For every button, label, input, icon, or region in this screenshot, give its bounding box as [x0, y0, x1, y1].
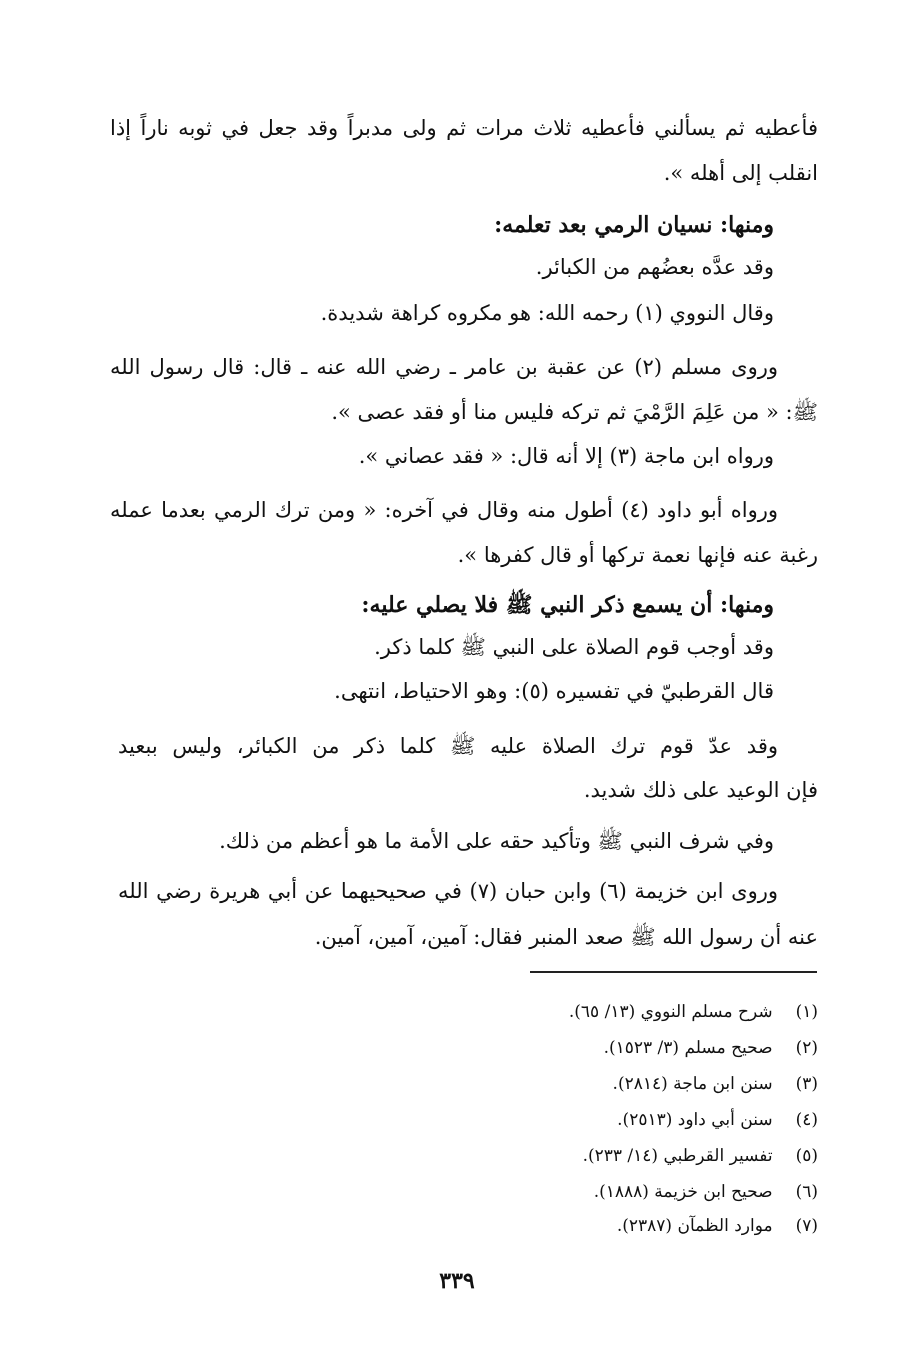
footnote-text: صحيح ابن خزيمة (١٨٨٨).: [593, 1182, 773, 1202]
body-line: ورواه ابن ماجة (٣) إلا أنه قال: « فقد عصاني ».: [358, 444, 774, 468]
footnote-text: شرح مسلم النووي (١٣/ ٦٥).: [568, 1002, 773, 1022]
page-number: ٣٣٩: [439, 1268, 475, 1294]
body-line: عنه أن رسول الله ﷺ صعد المنبر فقال: آمين، آمين، آمين.: [314, 925, 818, 949]
body-line: وروى ابن خزيمة (٦) وابن حبان (٧) في صحيحيهما عن أبي هريرة رضي الله: [118, 879, 779, 903]
footnote-number: (٦): [795, 1182, 818, 1202]
body-line: قال القرطبيّ في تفسيره (٥): وهو الاحتياط، انتهى.: [334, 679, 774, 703]
body-line: وروى مسلم (٢) عن عقبة بن عامر ـ رضي الله عنه ـ قال: قال رسول الله: [110, 355, 778, 379]
footnote: [617, 1214, 818, 1238]
footnote-text: سنن ابن ماجة (٢٨١٤).: [612, 1074, 773, 1094]
footnote-text: موارد الظمآن (٢٣٨٧).: [616, 1216, 773, 1236]
body-line: رغبة عنه فإنها نعمة تركها أو قال كفرها ».: [457, 543, 818, 567]
body-line: انقلب إلى أهله ».: [663, 161, 818, 185]
footnote-text: صحيح مسلم (٣/ ١٥٢٣).: [603, 1038, 773, 1058]
body-line: وقد أوجب قوم الصلاة على النبي ﷺ كلما ذكر.: [374, 635, 774, 659]
footnote-number: (٥): [795, 1146, 818, 1166]
body-line: وقد عدّ قوم ترك الصلاة عليه ﷺ كلما ذكر من الكبائر، وليس ببعيد: [118, 734, 778, 758]
footnote-number: (٤): [795, 1110, 818, 1130]
body-line: فإن الوعيد على ذلك شديد.: [583, 778, 818, 802]
body-line: ورواه أبو داود (٤) أطول منه وقال في آخره: « ومن ترك الرمي بعدما عمله: [110, 498, 779, 522]
footnote-number: (١): [795, 1002, 818, 1022]
section-heading: ومنها: أن يسمع ذكر النبي ﷺ فلا يصلي عليه:: [361, 592, 774, 618]
body-line: وقال النووي (١) رحمه الله: هو مكروه كراهة شديدة.: [320, 301, 774, 325]
footnote: [613, 1072, 818, 1096]
footnote-text: تفسير القرطبي (١٤/ ٢٣٣).: [582, 1146, 773, 1166]
footnote-number: (٣): [795, 1074, 818, 1094]
body-line: فأعطيه ثم يسألني فأعطيه ثلاث مرات ثم ولى مدبراً وقد جعل في ثوبه ناراً إذا: [110, 116, 818, 140]
footnote: [569, 1000, 818, 1024]
footnote-separator: [530, 971, 817, 973]
footnote-number: (٢): [795, 1038, 818, 1058]
body-line: وفي شرف النبي ﷺ وتأكيد حقه على الأمة ما هو أعظم من ذلك.: [219, 829, 774, 853]
body-line: ﷺ: « من عَلِمَ الرَّمْيَ ثم تركه فليس منا أو فقد عصى ».: [331, 400, 818, 424]
section-heading: ومنها: نسيان الرمي بعد تعلمه:: [494, 212, 774, 238]
footnote: [594, 1180, 818, 1204]
footnote-number: (٧): [795, 1216, 818, 1236]
footnote-text: سنن أبي داود (٢٥١٣).: [617, 1110, 773, 1130]
body-line: وقد عدَّه بعضُهم من الكبائر.: [535, 255, 774, 279]
footnote: [583, 1144, 818, 1168]
footnote: [604, 1036, 818, 1060]
footnote: [617, 1108, 818, 1132]
